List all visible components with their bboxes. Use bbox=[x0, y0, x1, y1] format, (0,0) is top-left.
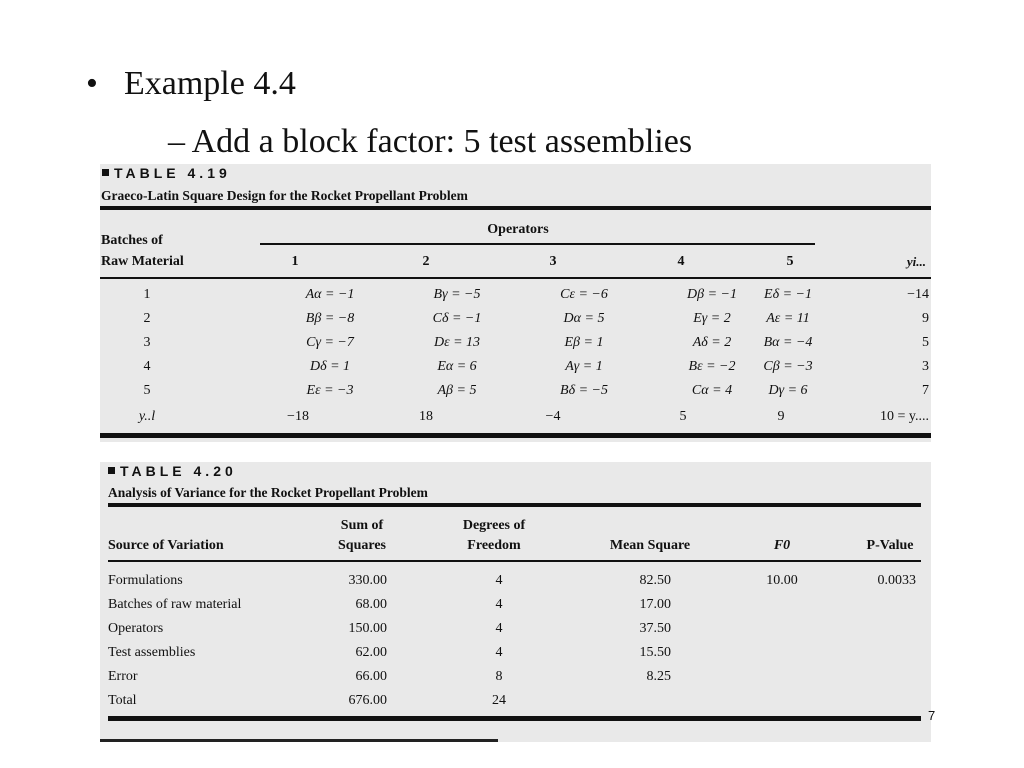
batch-label: 4 bbox=[143, 359, 151, 374]
header-ss-line1: Sum of bbox=[340, 518, 384, 533]
sub-bullet-block-factor: – Add a block factor: 5 test assemblies bbox=[168, 123, 693, 160]
ms-cell: 17.00 bbox=[639, 597, 671, 612]
ss-cell: 68.00 bbox=[355, 597, 387, 612]
ss-cell: 330.00 bbox=[348, 573, 387, 588]
row-total: 3 bbox=[922, 359, 929, 374]
f-cell: 10.00 bbox=[766, 573, 798, 588]
header-f0: F0 bbox=[773, 538, 791, 553]
df-cell: 8 bbox=[495, 669, 503, 684]
design-cell: Dγ = 6 bbox=[768, 383, 808, 398]
table-rule bbox=[108, 560, 921, 562]
col-total-label: y..l bbox=[138, 409, 156, 424]
table-rule bbox=[100, 206, 931, 210]
ss-cell: 676.00 bbox=[348, 693, 387, 708]
table-4-19-caption: Graeco-Latin Square Design for the Rocket Propellant Problem bbox=[101, 188, 468, 203]
row-header-line2: Raw Material bbox=[101, 254, 184, 269]
col-header: 3 bbox=[549, 254, 557, 269]
source-cell: Total bbox=[108, 693, 137, 708]
col-header: 2 bbox=[422, 254, 430, 269]
header-ms: Mean Square bbox=[609, 538, 691, 553]
design-cell: Eγ = 2 bbox=[693, 311, 731, 326]
ss-cell: 62.00 bbox=[355, 645, 387, 660]
row-total: 5 bbox=[922, 335, 929, 350]
design-cell: Dδ = 1 bbox=[309, 359, 351, 374]
batch-label: 1 bbox=[143, 287, 151, 302]
design-cell: Cγ = −7 bbox=[306, 335, 354, 350]
source-cell: Formulations bbox=[108, 573, 183, 588]
table-4-20-label: TABLE 4.20 bbox=[108, 463, 237, 479]
header-df-line2: Freedom bbox=[467, 538, 521, 553]
design-cell: Eδ = −1 bbox=[764, 287, 812, 302]
col-total: 5 bbox=[679, 409, 687, 424]
col-header: 1 bbox=[291, 254, 299, 269]
design-cell: Eβ = 1 bbox=[564, 335, 604, 350]
header-df-line1: Degrees of bbox=[462, 518, 526, 533]
design-cell: Aβ = 5 bbox=[437, 383, 477, 398]
table-4-19-label: TABLE 4.19 bbox=[102, 165, 231, 181]
ms-cell: 82.50 bbox=[639, 573, 671, 588]
ms-cell: 8.25 bbox=[646, 669, 671, 684]
table-rule bbox=[100, 433, 931, 438]
col-total: −18 bbox=[287, 409, 309, 424]
design-cell: Dα = 5 bbox=[563, 311, 605, 326]
source-cell: Test assemblies bbox=[108, 645, 196, 660]
design-cell: Cε = −6 bbox=[560, 287, 608, 302]
design-cell: Cα = 4 bbox=[691, 383, 733, 398]
ms-cell: 37.50 bbox=[639, 621, 671, 636]
design-cell: Aγ = 1 bbox=[565, 359, 603, 374]
table-4-19-image bbox=[100, 164, 931, 442]
design-cell: Bγ = −5 bbox=[433, 287, 481, 302]
row-total: −14 bbox=[907, 287, 929, 302]
ms-cell: 15.50 bbox=[639, 645, 671, 660]
source-cell: Batches of raw material bbox=[108, 597, 242, 612]
design-cell: Dβ = −1 bbox=[687, 287, 737, 302]
df-cell: 4 bbox=[495, 621, 503, 636]
design-cell: Bε = −2 bbox=[688, 359, 736, 374]
batch-label: 3 bbox=[143, 335, 151, 350]
design-cell: Aα = −1 bbox=[305, 287, 355, 302]
design-cell: Aε = 11 bbox=[766, 311, 810, 326]
design-cell: Eε = −3 bbox=[306, 383, 354, 398]
header-source: Source of Variation bbox=[108, 538, 224, 553]
design-cell: Bδ = −5 bbox=[560, 383, 608, 398]
ss-cell: 150.00 bbox=[348, 621, 387, 636]
bullet-example bbox=[86, 64, 296, 104]
grand-total: 10 = y.... bbox=[880, 409, 929, 424]
row-total: 9 bbox=[922, 311, 929, 326]
df-cell: 4 bbox=[495, 573, 503, 588]
row-total: 7 bbox=[922, 383, 929, 398]
row-header-line1: Batches of bbox=[101, 233, 163, 248]
header-ss-line2: Squares bbox=[338, 538, 386, 553]
table-rule bbox=[108, 716, 921, 721]
p-cell: 0.0033 bbox=[877, 573, 916, 588]
df-cell: 4 bbox=[495, 597, 503, 612]
bullet-dot-icon: • bbox=[86, 65, 98, 102]
df-cell: 24 bbox=[492, 693, 506, 708]
col-header: 5 bbox=[786, 254, 794, 269]
table-rule bbox=[100, 277, 931, 279]
col-header: 4 bbox=[677, 254, 685, 269]
design-cell: Bβ = −8 bbox=[305, 311, 355, 326]
source-cell: Operators bbox=[108, 621, 164, 636]
df-cell: 4 bbox=[495, 645, 503, 660]
batch-label: 5 bbox=[143, 383, 151, 398]
design-cell: Cβ = −3 bbox=[763, 359, 813, 374]
batch-label: 2 bbox=[143, 311, 151, 326]
col-total: 9 bbox=[777, 409, 785, 424]
row-total-header: yi... bbox=[906, 254, 926, 269]
header-pvalue: P-Value bbox=[866, 538, 914, 553]
footer-rule bbox=[100, 739, 498, 742]
table-rule bbox=[260, 243, 815, 245]
design-cell: Eα = 6 bbox=[437, 359, 477, 374]
design-cell: Aδ = 2 bbox=[692, 335, 732, 350]
ss-cell: 66.00 bbox=[355, 669, 387, 684]
page-number: 7 bbox=[928, 708, 936, 723]
source-cell: Error bbox=[108, 669, 138, 684]
design-cell: Cδ = −1 bbox=[432, 311, 482, 326]
table-rule bbox=[108, 503, 921, 507]
operators-header: Operators bbox=[487, 222, 549, 237]
design-cell: Dε = 13 bbox=[433, 335, 481, 350]
table-4-20-image bbox=[100, 462, 931, 742]
col-total: 18 bbox=[419, 409, 433, 424]
bullet-example-text: Example 4.4 bbox=[124, 65, 296, 102]
square-bullet-icon bbox=[108, 467, 115, 474]
design-cell: Bα = −4 bbox=[763, 335, 813, 350]
square-bullet-icon bbox=[102, 169, 109, 176]
table-4-20-caption: Analysis of Variance for the Rocket Propellant Problem bbox=[108, 485, 428, 500]
col-total: −4 bbox=[545, 409, 561, 424]
